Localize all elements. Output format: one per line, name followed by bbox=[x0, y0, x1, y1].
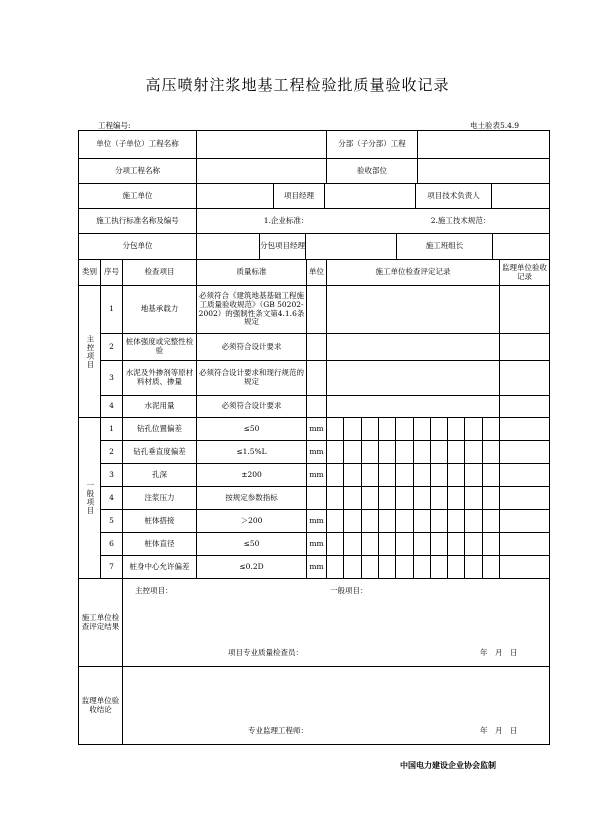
record-box[interactable] bbox=[465, 533, 482, 555]
record-box[interactable] bbox=[327, 487, 344, 509]
unit-value[interactable] bbox=[197, 131, 327, 159]
record-box[interactable] bbox=[379, 487, 396, 509]
record-box[interactable] bbox=[327, 510, 344, 532]
general-supervision[interactable] bbox=[500, 487, 550, 510]
record-box[interactable] bbox=[414, 464, 431, 486]
general-record[interactable] bbox=[327, 556, 500, 579]
record-box[interactable] bbox=[344, 418, 361, 440]
record-box[interactable] bbox=[414, 556, 431, 578]
record-box[interactable] bbox=[465, 418, 482, 440]
record-box[interactable] bbox=[327, 556, 344, 578]
record-box[interactable] bbox=[379, 533, 396, 555]
general-record[interactable] bbox=[327, 510, 500, 533]
main-record[interactable] bbox=[327, 334, 500, 361]
page-title: 高压喷射注浆地基工程检验批质量验收记录 bbox=[145, 76, 450, 94]
record-box[interactable] bbox=[483, 464, 499, 486]
general-seq: 2 bbox=[101, 441, 123, 464]
general-supervision[interactable] bbox=[500, 533, 550, 556]
col-category: 类别 bbox=[79, 260, 101, 286]
record-box[interactable] bbox=[465, 441, 482, 463]
general-unit bbox=[307, 487, 327, 510]
record-box[interactable] bbox=[431, 441, 448, 463]
general-seq: 5 bbox=[101, 510, 123, 533]
record-box[interactable] bbox=[396, 556, 413, 578]
record-box[interactable] bbox=[431, 418, 448, 440]
record-box[interactable] bbox=[344, 464, 361, 486]
general-items-label: 一般项目： bbox=[330, 586, 368, 595]
general-seq: 4 bbox=[101, 487, 123, 510]
record-box[interactable] bbox=[448, 510, 465, 532]
record-box[interactable] bbox=[483, 487, 499, 509]
unit-label: 单位（子单位）工程名称 bbox=[79, 131, 197, 159]
record-box[interactable] bbox=[448, 464, 465, 486]
record-box[interactable] bbox=[344, 533, 361, 555]
record-box[interactable] bbox=[327, 464, 344, 486]
record-box[interactable] bbox=[362, 418, 379, 440]
main-standard: 必须符合设计要求 bbox=[197, 396, 307, 418]
record-box[interactable] bbox=[483, 441, 499, 463]
general-record[interactable] bbox=[327, 533, 500, 556]
record-box[interactable] bbox=[448, 441, 465, 463]
subunit-value[interactable] bbox=[418, 131, 549, 158]
main-item: 地基承载力 bbox=[123, 286, 197, 334]
record-box[interactable] bbox=[465, 510, 482, 532]
col-record: 施工单位检查评定记录 bbox=[327, 260, 500, 286]
record-box[interactable] bbox=[396, 487, 413, 509]
general-unit: mm bbox=[307, 556, 327, 579]
record-box[interactable] bbox=[465, 556, 482, 578]
record-box[interactable] bbox=[327, 418, 344, 440]
record-box[interactable] bbox=[414, 533, 431, 555]
record-box[interactable] bbox=[483, 533, 499, 555]
general-standard: ±200 bbox=[197, 464, 307, 487]
main-standard: 必须符合设计要求 bbox=[197, 334, 307, 361]
general-seq: 1 bbox=[101, 418, 123, 441]
record-box[interactable] bbox=[344, 510, 361, 532]
record-box[interactable] bbox=[431, 556, 448, 578]
accept-part-label: 验收部位 bbox=[327, 159, 418, 183]
record-box[interactable] bbox=[414, 441, 431, 463]
construction-unit-label: 施工单位 bbox=[79, 184, 197, 209]
main-supervision[interactable] bbox=[500, 396, 550, 418]
general-item: 桩身中心允许偏差 bbox=[123, 556, 197, 579]
main-record[interactable] bbox=[327, 286, 500, 334]
general-item: 桩体直径 bbox=[123, 533, 197, 556]
main-unit bbox=[307, 334, 327, 361]
main-item: 水泥及外掺剂等原材料材质、掺量 bbox=[123, 361, 197, 396]
main-unit bbox=[307, 361, 327, 396]
main-category: 主控项目 bbox=[85, 334, 95, 369]
general-category: 一般项目 bbox=[85, 481, 95, 515]
record-box[interactable] bbox=[448, 556, 465, 578]
main-record[interactable] bbox=[327, 396, 500, 418]
record-box[interactable] bbox=[414, 487, 431, 509]
project-manager-label: 项目经理 bbox=[274, 184, 325, 208]
record-box[interactable] bbox=[465, 487, 482, 509]
subitem-label: 分项工程名称 bbox=[79, 159, 197, 184]
main-supervision[interactable] bbox=[500, 334, 550, 361]
team-leader-label: 施工班组长 bbox=[397, 234, 493, 259]
record-box[interactable] bbox=[483, 510, 499, 532]
general-record[interactable] bbox=[327, 418, 500, 441]
record-box[interactable] bbox=[431, 510, 448, 532]
main-supervision[interactable] bbox=[500, 361, 550, 396]
general-standard: 按规定参数指标 bbox=[197, 487, 307, 510]
general-item: 钻孔垂直度偏差 bbox=[123, 441, 197, 464]
col-unit: 单位 bbox=[307, 260, 327, 286]
accept-part-value[interactable] bbox=[418, 159, 549, 183]
general-unit: mm bbox=[307, 464, 327, 487]
general-standard: ＞200 bbox=[197, 510, 307, 533]
engineer-label: 专业监理工程师： bbox=[248, 726, 308, 735]
inspector-label: 项目专业质量检查员： bbox=[228, 648, 303, 657]
tech-spec-label: 2.施工技术规范： bbox=[430, 215, 491, 225]
general-unit: mm bbox=[307, 418, 327, 441]
general-item: 桩体搭接 bbox=[123, 510, 197, 533]
col-supervision: 监理单位验收记录 bbox=[500, 260, 550, 286]
record-box[interactable] bbox=[379, 441, 396, 463]
record-box[interactable] bbox=[448, 533, 465, 555]
col-standard: 质量标准 bbox=[197, 260, 307, 286]
general-item: 孔深 bbox=[123, 464, 197, 487]
main-standard: 必须符合《建筑地基基础工程施工质量验收规范》（GB 50202-2002）的强制性条文第4.1.6条规定 bbox=[197, 286, 307, 334]
tech-lead-label: 项目技术负责人 bbox=[416, 184, 492, 208]
general-supervision[interactable] bbox=[500, 510, 550, 533]
general-record[interactable] bbox=[327, 464, 500, 487]
record-box[interactable] bbox=[431, 487, 448, 509]
record-box[interactable] bbox=[379, 556, 396, 578]
record-box[interactable] bbox=[396, 510, 413, 532]
record-box[interactable] bbox=[362, 533, 379, 555]
record-box[interactable] bbox=[362, 464, 379, 486]
general-unit: mm bbox=[307, 441, 327, 464]
record-box[interactable] bbox=[414, 510, 431, 532]
record-box[interactable] bbox=[327, 533, 344, 555]
construction-result-area[interactable] bbox=[123, 579, 550, 667]
main-seq: 4 bbox=[101, 396, 123, 418]
main-record[interactable] bbox=[327, 361, 500, 396]
general-unit: mm bbox=[307, 533, 327, 556]
main-seq: 1 bbox=[101, 286, 123, 334]
supervision-conclusion-label: 监理单位验收结论 bbox=[79, 667, 123, 745]
record-box[interactable] bbox=[483, 418, 499, 440]
sub-manager-label: 分包项目经理 bbox=[260, 234, 306, 259]
inspection-table bbox=[78, 130, 550, 745]
col-item: 检查项目 bbox=[123, 260, 197, 286]
footer-issuer: 中国电力建设企业协会监制 bbox=[400, 761, 496, 770]
record-box[interactable] bbox=[483, 556, 499, 578]
record-box[interactable] bbox=[362, 441, 379, 463]
record-box[interactable] bbox=[396, 464, 413, 486]
main-supervision[interactable] bbox=[500, 286, 550, 334]
general-supervision[interactable] bbox=[500, 418, 550, 441]
subitem-value[interactable] bbox=[197, 159, 327, 184]
record-box[interactable] bbox=[344, 556, 361, 578]
main-items-label: 主控项目： bbox=[135, 586, 173, 595]
record-box[interactable] bbox=[379, 418, 396, 440]
main-item: 桩体强度或完整性检验 bbox=[123, 334, 197, 361]
main-unit bbox=[307, 396, 327, 418]
main-item: 水泥用量 bbox=[123, 396, 197, 418]
form-code: 电土验表5.4.9 bbox=[470, 121, 520, 130]
record-box[interactable] bbox=[448, 487, 465, 509]
record-box[interactable] bbox=[379, 510, 396, 532]
main-seq: 2 bbox=[101, 334, 123, 361]
construction-result-label: 施工单位检查评定结果 bbox=[79, 579, 123, 667]
record-box[interactable] bbox=[379, 464, 396, 486]
record-box[interactable] bbox=[448, 418, 465, 440]
general-standard: ≤50 bbox=[197, 533, 307, 556]
inspector-date: 年 月 日 bbox=[480, 648, 518, 657]
general-supervision[interactable] bbox=[500, 464, 550, 487]
general-standard: ≤0.2D bbox=[197, 556, 307, 579]
general-record[interactable] bbox=[327, 487, 500, 510]
record-box[interactable] bbox=[465, 464, 482, 486]
project-no-label: 工程编号: bbox=[98, 121, 131, 130]
record-box[interactable] bbox=[431, 464, 448, 486]
standard-label: 施工执行标准名称及编号 bbox=[79, 209, 197, 234]
subcontractor-label: 分包单位 bbox=[79, 234, 197, 260]
general-unit: mm bbox=[307, 510, 327, 533]
record-box[interactable] bbox=[396, 418, 413, 440]
general-supervision[interactable] bbox=[500, 441, 550, 464]
record-box[interactable] bbox=[362, 556, 379, 578]
record-box[interactable] bbox=[414, 418, 431, 440]
record-box[interactable] bbox=[431, 533, 448, 555]
col-seq: 序号 bbox=[101, 260, 123, 286]
general-item: 钻孔位置偏差 bbox=[123, 418, 197, 441]
engineer-date: 年 月 日 bbox=[480, 726, 518, 735]
record-box[interactable] bbox=[362, 510, 379, 532]
general-record[interactable] bbox=[327, 441, 500, 464]
enterprise-std-label: 1.企业标准： bbox=[263, 215, 309, 225]
record-box[interactable] bbox=[362, 487, 379, 509]
general-item: 注浆压力 bbox=[123, 487, 197, 510]
subunit-label: 分部（子分部）工程 bbox=[327, 131, 418, 158]
general-standard: ≤50 bbox=[197, 418, 307, 441]
main-unit bbox=[307, 286, 327, 334]
main-seq: 3 bbox=[101, 361, 123, 396]
supervision-conclusion-area[interactable] bbox=[123, 667, 550, 745]
record-box[interactable] bbox=[344, 487, 361, 509]
record-box[interactable] bbox=[396, 533, 413, 555]
record-box[interactable] bbox=[327, 441, 344, 463]
general-supervision[interactable] bbox=[500, 556, 550, 579]
record-box[interactable] bbox=[396, 441, 413, 463]
record-box[interactable] bbox=[344, 441, 361, 463]
general-seq: 3 bbox=[101, 464, 123, 487]
general-standard: ≤1.5%L bbox=[197, 441, 307, 464]
general-seq: 6 bbox=[101, 533, 123, 556]
general-seq: 7 bbox=[101, 556, 123, 579]
main-standard: 必须符合设计要求和现行规范的规定 bbox=[197, 361, 307, 396]
